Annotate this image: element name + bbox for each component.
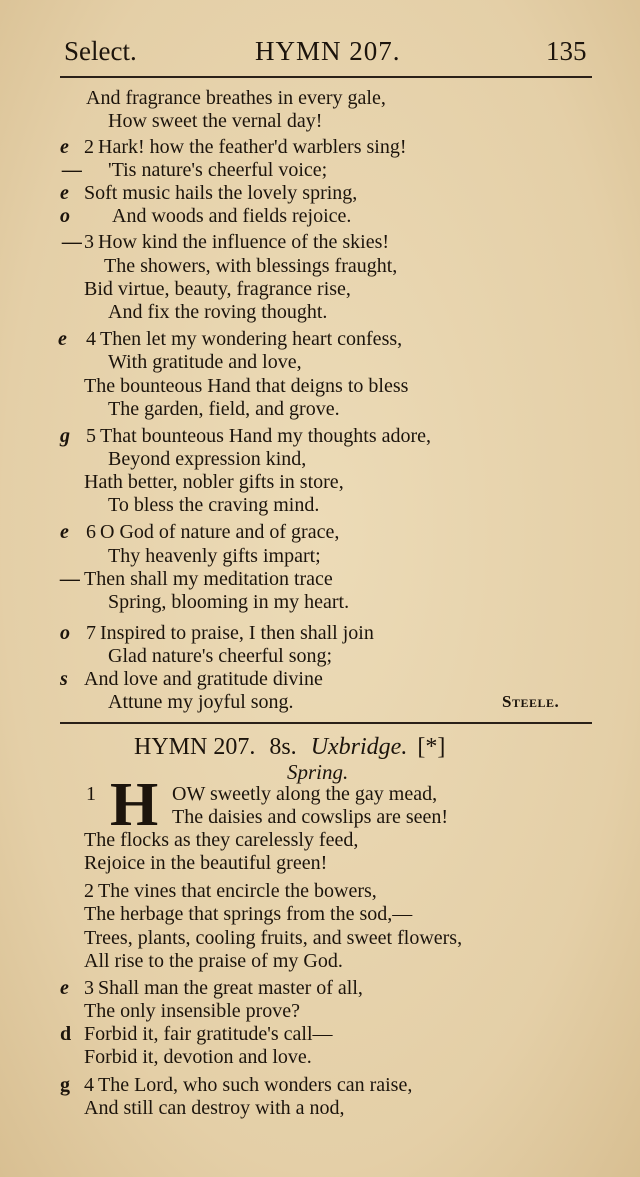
verse-line: Rejoice in the beautiful green! <box>84 852 328 874</box>
verse-number: 4 <box>86 328 96 350</box>
verse-line: Soft music hails the lovely spring, <box>84 182 358 204</box>
verse-line: Forbid it, fair gratitude's call— <box>84 1023 333 1045</box>
dynamic-mark: o <box>60 622 70 644</box>
section-rule <box>60 722 592 724</box>
verse-line: Forbid it, devotion and love. <box>84 1046 312 1068</box>
dynamic-mark: g <box>60 1074 70 1096</box>
verse-text: How kind the influence of the skies! <box>98 231 390 253</box>
verse-line <box>86 520 339 544</box>
hymn-heading <box>134 734 445 761</box>
dynamic-mark: e <box>60 136 69 158</box>
dynamic-mark: e <box>58 328 67 350</box>
verse-line <box>84 230 389 254</box>
dynamic-mark: — <box>60 568 80 590</box>
verse-line: The daisies and cowslips are seen! <box>172 806 449 828</box>
verse-number: 3 <box>84 231 94 253</box>
verse-line: Trees, plants, cooling fruits, and sweet flowers, <box>84 927 463 949</box>
hymn-author: Steele. <box>502 692 560 711</box>
dynamic-mark: s <box>60 668 68 690</box>
verse-line <box>86 621 374 645</box>
header-rule <box>60 76 592 78</box>
verse-line <box>84 879 377 903</box>
page-number: 135 <box>546 36 587 66</box>
verse-line: And fragrance breathes in every gale, <box>86 87 386 109</box>
verse-line <box>86 424 431 448</box>
dynamic-mark: e <box>60 182 69 204</box>
verse-line: The bounteous Hand that deigns to bless <box>84 375 409 397</box>
dynamic-mark: — <box>62 231 82 253</box>
running-title: HYMN 207. <box>255 36 401 66</box>
verse-line: Bid virtue, beauty, fragrance rise, <box>84 278 351 300</box>
verse-line: And fix the roving thought. <box>108 301 328 323</box>
verse-line <box>84 1073 412 1097</box>
verse-line: Spring, blooming in my heart. <box>108 591 350 613</box>
verse-line <box>86 327 402 351</box>
verse-number: 3 <box>84 977 94 999</box>
verse-line: How sweet the vernal day! <box>108 110 323 132</box>
verse-number: 7 <box>86 622 96 644</box>
verse-text: O God of nature and of grace, <box>100 521 340 543</box>
verse-text: The vines that encircle the bowers, <box>98 880 377 902</box>
verse-line: Hath better, nobler gifts in store, <box>84 471 344 493</box>
dynamic-mark: g <box>60 425 70 447</box>
verse-text: That bounteous Hand my thoughts adore, <box>100 425 432 447</box>
hymn-title: HYMN 207. <box>134 734 256 760</box>
verse-line: The herbage that springs from the sod,— <box>84 903 413 925</box>
verse-line: The garden, field, and grove. <box>108 398 340 420</box>
verse-line: And woods and fields rejoice. <box>112 205 352 227</box>
verse-line: 'Tis nature's cheerful voice; <box>108 159 328 181</box>
hymn-bracket: [*] <box>417 734 446 760</box>
verse-line: The flocks as they carelessly feed, <box>84 829 359 851</box>
verse-line: The only insensible prove? <box>84 1000 301 1022</box>
verse-line: The showers, with blessings fraught, <box>104 255 398 277</box>
verse-number: 5 <box>86 425 96 447</box>
verse-line: Attune my joyful song. <box>108 691 294 713</box>
hymn-meter: 8s. <box>269 734 297 760</box>
verse-line: OW sweetly along the gay mead, <box>172 783 438 805</box>
verse-line: Beyond expression kind, <box>108 448 307 470</box>
verse-text: Hark! how the feather'd warblers sing! <box>98 136 407 158</box>
verse-number: 6 <box>86 521 96 543</box>
dynamic-mark: — <box>62 159 82 181</box>
verse-number: 2 <box>84 880 94 902</box>
verse-text: Then let my wondering heart confess, <box>100 328 403 350</box>
verse-line <box>84 976 363 1000</box>
verse-line: With gratitude and love, <box>108 351 302 373</box>
verse-line: Then shall my meditation trace <box>84 568 333 590</box>
verse-line: All rise to the praise of my God. <box>84 950 343 972</box>
dynamic-mark: e <box>60 521 69 543</box>
section-label: Select. <box>64 36 137 66</box>
verse-number: 4 <box>84 1074 94 1096</box>
verse-line: Thy heavenly gifts impart; <box>108 545 321 567</box>
verse-line: Glad nature's cheerful song; <box>108 645 333 667</box>
hymn-tune: Uxbridge. <box>310 734 408 760</box>
verse-text: Inspired to praise, I then shall join <box>100 622 374 644</box>
verse-number: 1 <box>86 783 96 805</box>
verse-line: And still can destroy with a nod, <box>84 1097 345 1119</box>
dynamic-mark: e <box>60 977 69 999</box>
verse-line <box>84 135 407 159</box>
verse-text: Shall man the great master of all, <box>98 977 363 999</box>
verse-number: 2 <box>84 136 94 158</box>
hymn-subtitle: Spring. <box>287 760 349 784</box>
drop-cap: H <box>110 771 159 839</box>
verse-line: And love and gratitude divine <box>84 668 323 690</box>
dynamic-mark: o <box>60 205 70 227</box>
page-header <box>0 32 640 72</box>
verse-text: The Lord, who such wonders can raise, <box>98 1074 413 1096</box>
verse-line: To bless the craving mind. <box>108 494 320 516</box>
dynamic-mark: d <box>60 1023 72 1045</box>
